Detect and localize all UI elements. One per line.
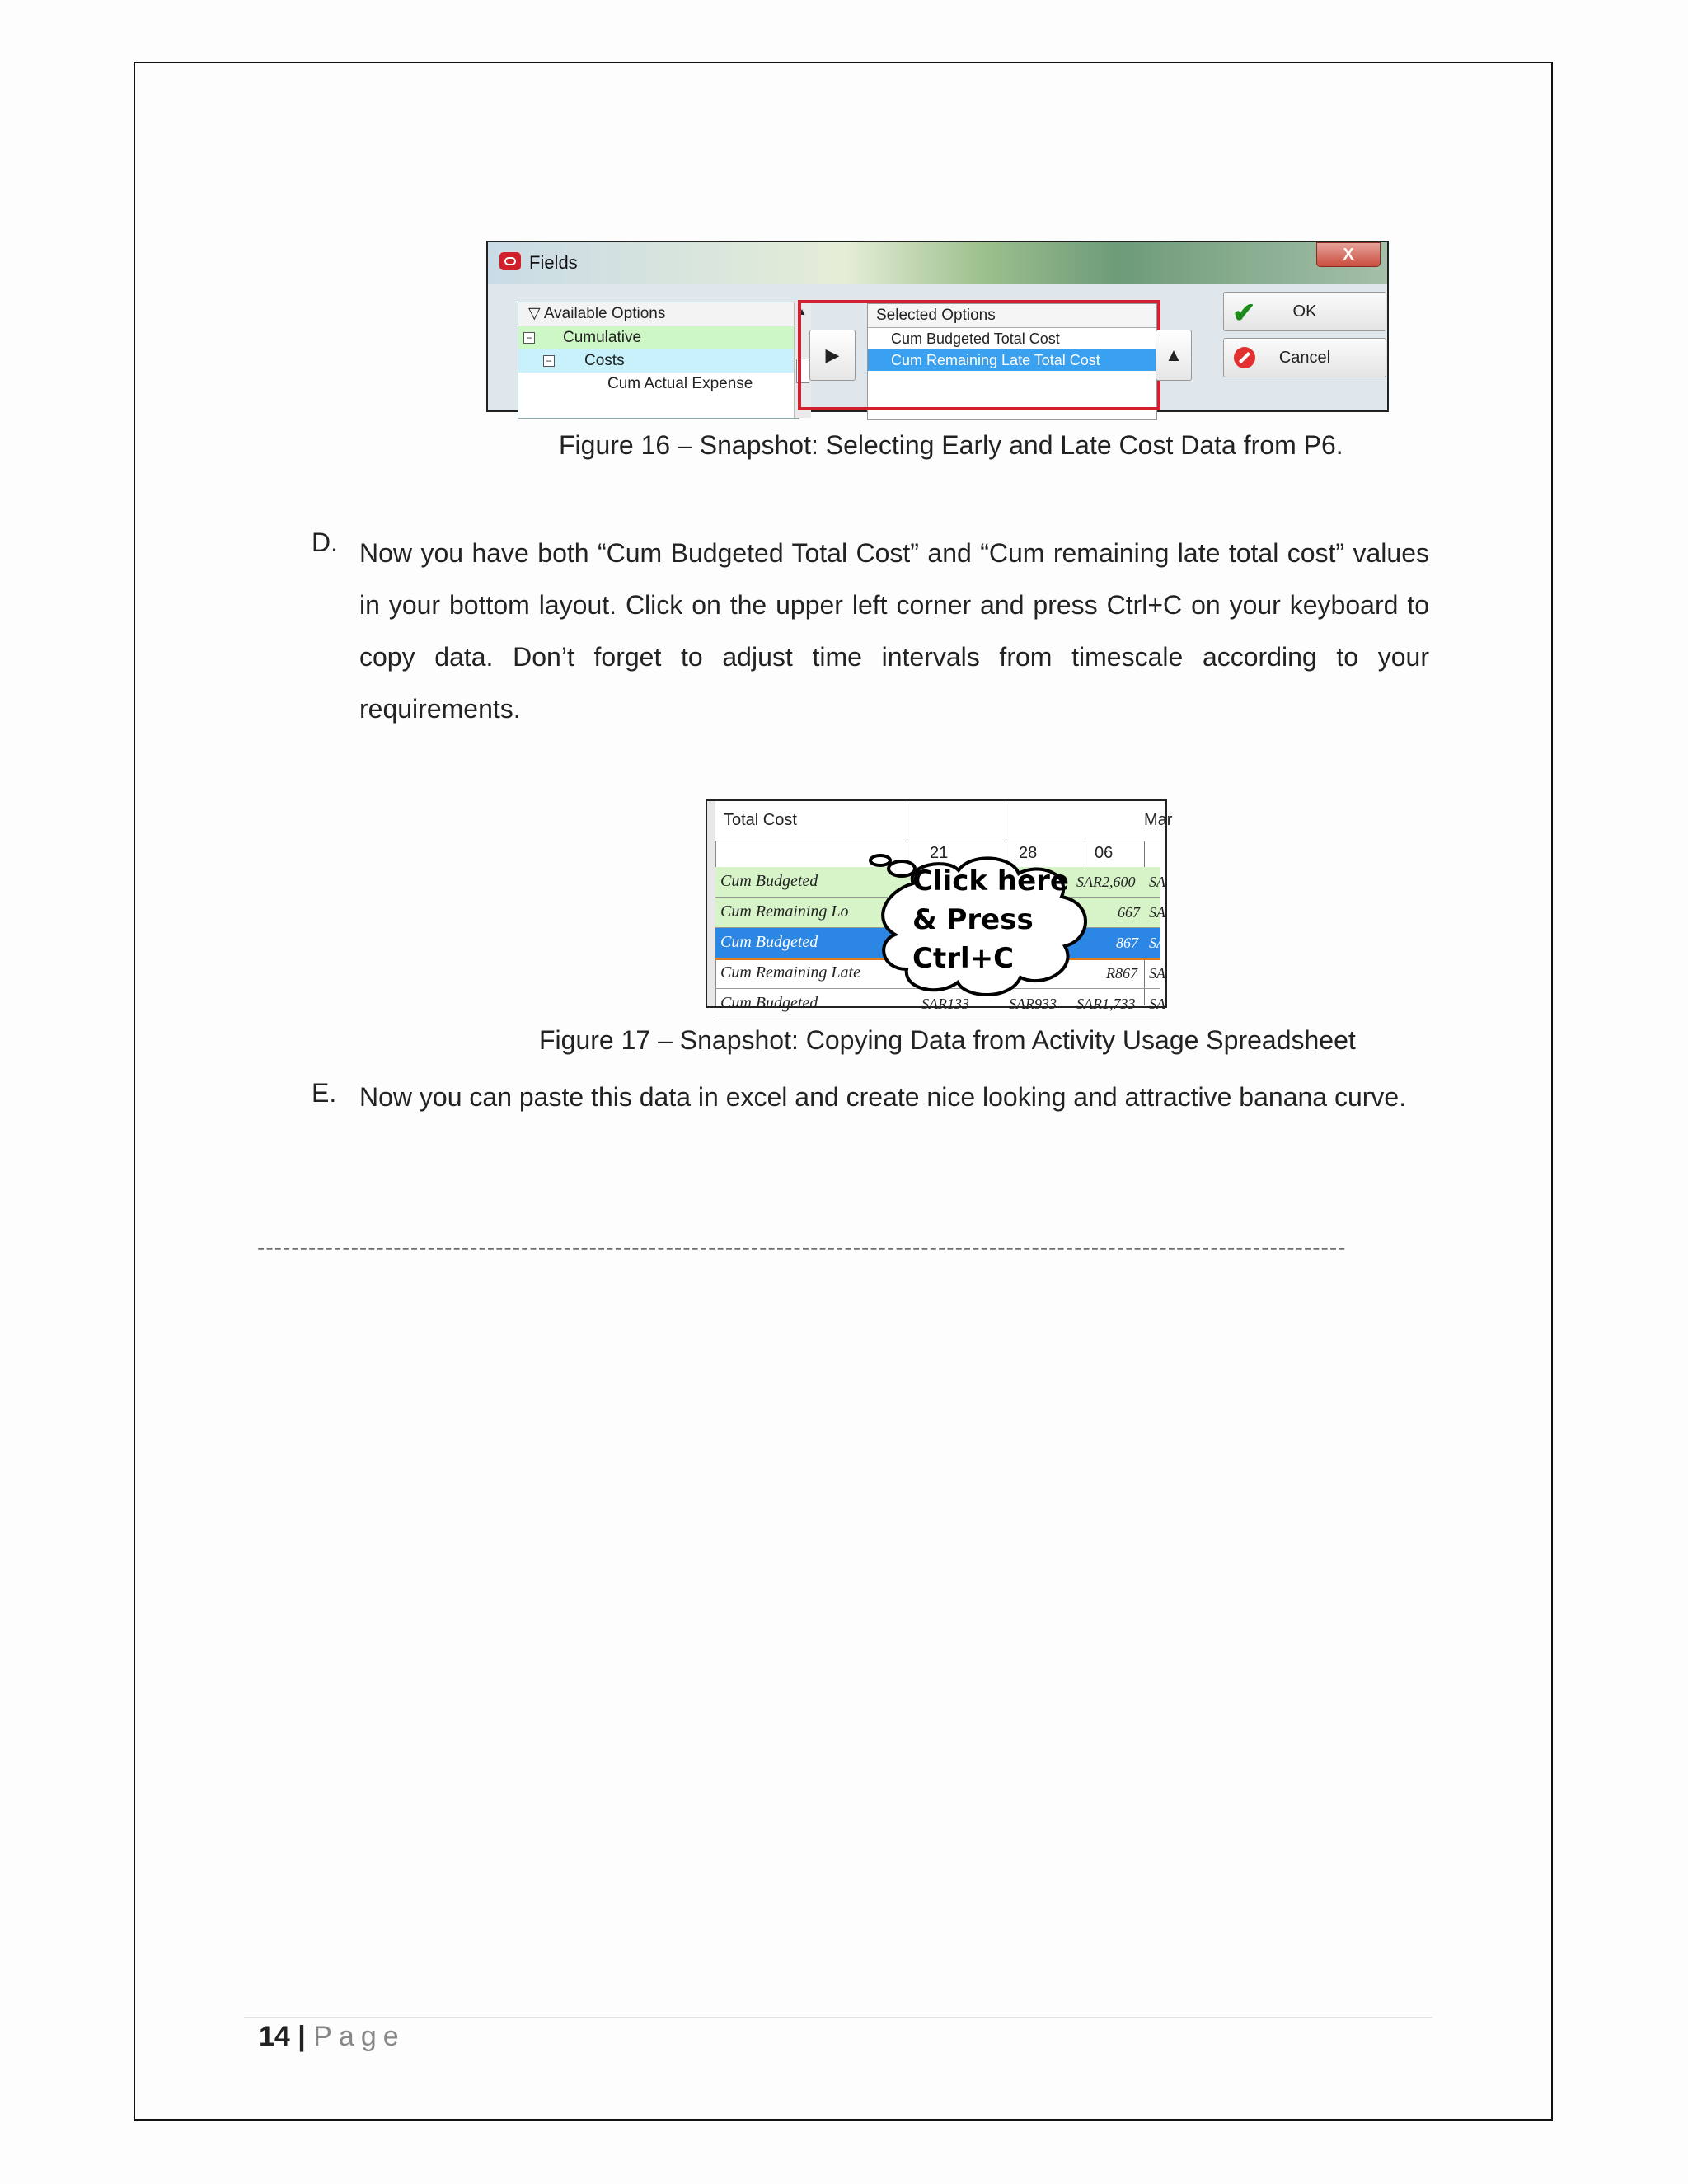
move-up-button[interactable]: ▲ xyxy=(1156,330,1192,381)
add-field-button[interactable]: ▶ xyxy=(809,330,856,381)
step-e-marker: E. xyxy=(312,1078,337,1108)
step-d-text: Now you have both “Cum Budgeted Total Cost” and “Cum remaining late total cost” values in your bottom layout. Click on the upper left corner and press Ctrl+C on your keyboard to copy data. Don’t forget to adjust time intervals from timescale according to your requirements. xyxy=(359,538,1429,724)
oracle-logo-icon xyxy=(499,252,521,270)
table-row[interactable]: Cum Budgeted SAR2,600 SA xyxy=(715,867,1160,898)
available-options-pane xyxy=(518,302,807,419)
check-icon: ✔ xyxy=(1232,298,1256,329)
cancel-icon xyxy=(1234,347,1255,368)
table-row-selected[interactable]: Cum Budgeted 867 SA xyxy=(715,928,1160,960)
close-button[interactable]: X xyxy=(1316,242,1381,267)
cancel-button[interactable]: Cancel xyxy=(1223,338,1386,377)
table-row[interactable]: Cum Remaining Late R867 SA xyxy=(715,958,1160,989)
selected-item-highlighted[interactable]: Cum Remaining Late Total Cost xyxy=(868,349,1156,371)
selected-options-header: Selected Options xyxy=(868,304,1156,328)
collapse-icon[interactable]: − xyxy=(523,332,535,344)
page-number: 14 xyxy=(259,2021,290,2052)
fields-dialog-screenshot xyxy=(486,241,1389,412)
page-footer xyxy=(259,2021,406,2053)
page-label: Page xyxy=(313,2021,406,2052)
dashed-divider: -------------------------------------------------------------------------------------------------------------------------------- xyxy=(257,1235,1347,1260)
tree-item-cumulative[interactable]: − Cumulative xyxy=(518,326,799,349)
callout-text: Click here & Press Ctrl+C xyxy=(912,865,1069,975)
figure-17-caption: Figure 17 – Snapshot: Copying Data from Activity Usage Spreadsheet xyxy=(539,1025,1356,1055)
day-header: 28 xyxy=(1019,844,1038,862)
tree-item-cum-actual-expense[interactable]: Cum Actual Expense xyxy=(607,375,753,392)
scroll-up-icon[interactable]: ▲ xyxy=(797,306,807,317)
footer-separator: | xyxy=(298,2021,306,2052)
dialog-title: Fields xyxy=(529,252,578,273)
table-row[interactable]: Cum Budgeted SAR133 SAR933 SAR1,733 SA xyxy=(715,989,1160,1019)
total-cost-header: Total Cost xyxy=(724,811,797,829)
highlight-box xyxy=(798,300,1160,410)
collapse-icon[interactable]: − xyxy=(543,355,555,367)
step-d-marker: D. xyxy=(312,527,338,557)
day-header: 21 xyxy=(930,844,949,862)
month-header: Mar xyxy=(1144,811,1173,829)
triangle-down-icon: ▽ xyxy=(528,305,544,322)
step-e-text: Now you can paste this data in excel and create nice looking and attractive banana curve. xyxy=(359,1082,1407,1112)
table-row[interactable]: Cum Remaining Lo 667 SA xyxy=(715,898,1160,928)
day-header: 06 xyxy=(1095,844,1114,862)
dialog-title-bar xyxy=(488,242,1387,284)
footer-rule xyxy=(244,2017,1432,2018)
tree-item-costs[interactable]: − Costs xyxy=(518,349,799,373)
ok-button[interactable]: ✔ OK xyxy=(1223,292,1386,331)
selected-item[interactable]: Cum Budgeted Total Cost xyxy=(891,330,1060,347)
figure-16-caption: Figure 16 – Snapshot: Selecting Early and Late Cost Data from P6. xyxy=(559,430,1343,460)
sheet-header xyxy=(715,801,1173,841)
available-options-header: ▽ Available Options xyxy=(518,302,799,326)
